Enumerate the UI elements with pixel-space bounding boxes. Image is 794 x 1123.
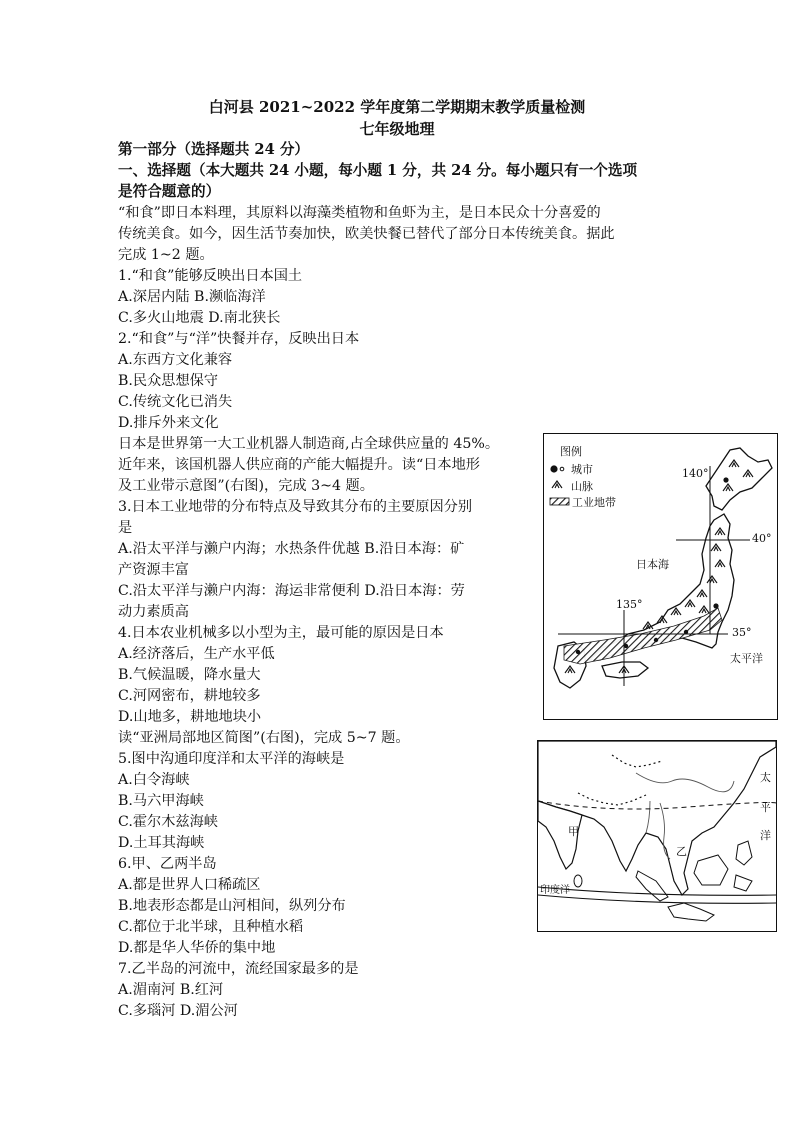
latitude-40-label: 40° bbox=[752, 532, 772, 545]
legend-title: 图例 bbox=[560, 445, 582, 458]
map-legend bbox=[550, 444, 616, 509]
question-5-option-d: D.土耳其海峡 bbox=[118, 835, 205, 851]
sea-of-japan-label: 日本海 bbox=[636, 558, 669, 571]
question-2-option-b: B.民众思想保守 bbox=[118, 373, 219, 389]
pacific-ocean-label: 太平洋 bbox=[730, 652, 763, 665]
question-1-options-cd: C.多火山地震 D.南北狭长 bbox=[118, 310, 281, 326]
question-6-option-a: A.都是世界人口稀疏区 bbox=[118, 877, 261, 893]
question-5-stem: 5.图中沟通印度洋和太平洋的海峡是 bbox=[118, 751, 345, 767]
pacific-label-char: 洋 bbox=[760, 829, 771, 842]
question-7-stem: 7.乙半岛的河流中，流经国家最多的是 bbox=[118, 961, 359, 977]
latitude-35-label: 35° bbox=[732, 626, 752, 639]
question-6-option-d: D.都是华人华侨的集中地 bbox=[118, 940, 276, 956]
pacific-label-char: 太 bbox=[760, 771, 771, 784]
question-3-options: 产资源丰富 bbox=[118, 562, 189, 578]
city-marker-small-icon bbox=[560, 467, 564, 471]
question-6-stem: 6.甲、乙两半岛 bbox=[118, 856, 217, 872]
question-6-option-b: B.地表形态都是山河相间，纵列分布 bbox=[118, 898, 346, 914]
intro-paragraph-line: “和食”即日本料理，其原料以海藻类植物和鱼虾为主，是日本民众十分喜爱的 bbox=[118, 205, 601, 221]
question-3-stem: 3.日本工业地带的分布特点及导致其分布的主要原因分别 bbox=[118, 499, 473, 515]
japan-map-svg bbox=[544, 434, 777, 719]
indian-ocean-label: 印度洋 bbox=[540, 885, 570, 896]
longitude-140-label: 140° bbox=[682, 467, 709, 480]
section-instruction: 一、选择题（本大题共 24 小题，每小题 1 分，共 24 分。每小题只有一个选项 bbox=[118, 162, 638, 179]
question-4-stem: 4.日本农业机械多以小型为主，最可能的原因是日本 bbox=[118, 625, 444, 641]
intro-paragraph-line: 读“亚洲局部地区简图”(右图)，完成 5~7 题。 bbox=[118, 730, 410, 746]
question-1-stem: 1.“和食”能够反映出日本国土 bbox=[118, 268, 303, 284]
sri-lanka-island bbox=[574, 875, 582, 887]
intro-paragraph-line: 完成 1~2 题。 bbox=[118, 247, 214, 263]
asia-regional-map bbox=[537, 740, 777, 932]
question-2-option-c: C.传统文化已消失 bbox=[118, 394, 233, 410]
legend-industry-label: 工业地带 bbox=[572, 496, 616, 509]
city-marker-icon bbox=[550, 465, 557, 472]
question-2-option-d: D.排斥外来文化 bbox=[118, 415, 219, 431]
japan-terrain-industry-map bbox=[543, 433, 778, 720]
question-6-option-c: C.都位于北半球，且种植水稻 bbox=[118, 919, 304, 935]
question-7-options-cd: C.多瑙河 D.湄公河 bbox=[118, 1003, 238, 1019]
question-3-options: C.沿太平洋与濑户内海：海运非常便利 D.沿日本海：劳 bbox=[118, 583, 465, 599]
question-4-option-a: A.经济落后，生产水平低 bbox=[118, 646, 275, 662]
section-instruction-cont: 是符合题意的） bbox=[118, 183, 221, 200]
longitude-135-label: 135° bbox=[616, 598, 643, 611]
intro-paragraph-line: 近年来，该国机器人供应商的产能大幅提升。读“日本地形 bbox=[118, 457, 480, 473]
question-4-option-d: D.山地多，耕地地块小 bbox=[118, 709, 262, 725]
yi-peninsula-label: 乙 bbox=[676, 845, 687, 858]
exam-title: 白河县 2021~2022 学年度第二学期期末教学质量检测 bbox=[208, 98, 586, 116]
question-2-stem: 2.“和食”与“洋”快餐并存，反映出日本 bbox=[118, 331, 360, 347]
question-5-option-a: A.白令海峡 bbox=[118, 772, 190, 788]
question-4-option-c: C.河网密布，耕地较多 bbox=[118, 688, 261, 704]
asia-map-svg bbox=[538, 741, 776, 931]
industry-legend-swatch bbox=[550, 498, 569, 505]
intro-paragraph-line: 日本是世界第一大工业机器人制造商,占全球供应量的 45%。 bbox=[118, 436, 500, 452]
question-3-options: A.沿太平洋与濑户内海；水热条件优越 B.沿日本海：矿 bbox=[118, 541, 465, 557]
intro-paragraph-line: 及工业带示意图”(右图)，完成 3~4 题。 bbox=[118, 478, 374, 494]
question-7-options-ab: A.湄南河 B.红河 bbox=[118, 982, 224, 998]
mountain-legend-icon bbox=[552, 481, 562, 488]
exam-subtitle: 七年级地理 bbox=[359, 120, 435, 138]
question-2-option-a: A.东西方文化兼容 bbox=[118, 352, 233, 368]
legend-city-label: 城市 bbox=[571, 463, 593, 476]
jia-peninsula-label: 甲 bbox=[568, 825, 579, 838]
question-4-option-b: B.气候温暖，降水量大 bbox=[118, 667, 261, 683]
question-5-option-b: B.马六甲海峡 bbox=[118, 793, 204, 809]
question-3-stem-cont: 是 bbox=[118, 520, 133, 536]
question-5-option-c: C.霍尔木兹海峡 bbox=[118, 814, 218, 830]
legend-mountain-label: 山脉 bbox=[571, 480, 593, 493]
section-heading: 第一部分（选择题共 24 分） bbox=[118, 141, 310, 158]
intro-paragraph-line: 传统美食。如今，因生活节奏加快，欧美快餐已替代了部分日本传统美食。据此 bbox=[118, 226, 615, 242]
pacific-label-char: 平 bbox=[760, 801, 771, 814]
question-1-options-ab: A.深居内陆 B.濒临海洋 bbox=[118, 289, 266, 305]
question-3-options: 动力素质高 bbox=[118, 604, 189, 620]
hokkaido-island bbox=[706, 448, 772, 510]
